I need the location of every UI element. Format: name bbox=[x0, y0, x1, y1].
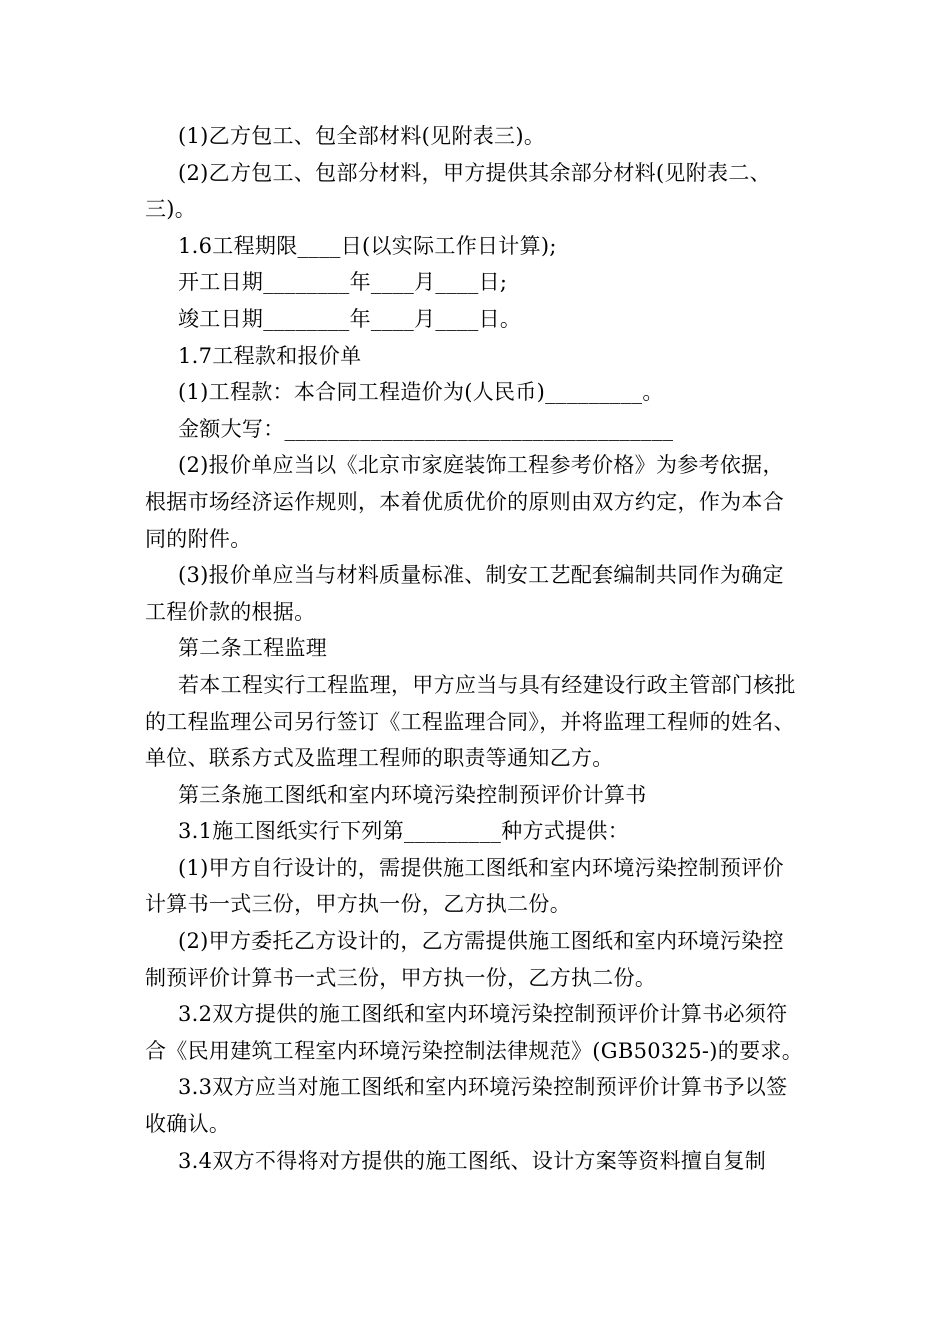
section-heading-payment-quotation: 1.7工程款和报价单 bbox=[178, 343, 362, 368]
paragraph-quotation-basis: (2)报价单应当以《北京市家庭装饰工程参考价格》为参考依据，根据市场经济运作规则，本着优质优价的原则由双方约定，作为本合同的附件。 bbox=[145, 453, 784, 551]
paragraph-drawings-signoff: 3.3双方应当对施工图纸和室内环境污染控制预评价计算书予以签收确认。 bbox=[145, 1075, 788, 1137]
paragraph-drawings-self-design: (1)甲方自行设计的，需提供施工图纸和室内环境污染控制预评价计算书一式三份，甲方执一份，乙方执二份。 bbox=[145, 855, 784, 917]
paragraph-drawings-method: 3.1施工图纸实行下列第_________种方式提供： bbox=[178, 819, 629, 844]
article-heading-supervision: 第二条工程监理 bbox=[178, 636, 328, 661]
paragraph-material-option-1: (1)乙方包工、包全部材料(见附表三)。 bbox=[178, 124, 546, 148]
paragraph-supervision-contract: 若本工程实行工程监理，甲方应当与具有经建设行政主管部门核批的工程监理公司另行签订《工程监理合同》，并将监理工程师的姓名、单位、联系方式及监理工程师的职责等通知乙方。 bbox=[145, 672, 796, 771]
document-body bbox=[145, 118, 805, 1179]
paragraph-quotation-standards: (3)报价单应当与材料质量标准、制安工艺配套编制共同作为确定工程价款的根据。 bbox=[145, 563, 784, 624]
paragraph-material-option-2: (2)乙方包工、包部分材料，甲方提供其余部分材料(见附表二、三)。 bbox=[145, 160, 771, 222]
paragraph-start-date: 开工日期________年____月____日; bbox=[178, 270, 508, 295]
paragraph-drawings-commissioned: (2)甲方委托乙方设计的，乙方需提供施工图纸和室内环境污染控制预评价计算书一式三份，甲方执一份，乙方执二份。 bbox=[145, 929, 784, 990]
paragraph-amount-in-words: 金额大写：____________________________________ bbox=[178, 416, 674, 441]
paragraph-drawings-compliance: 3.2双方提供的施工图纸和室内环境污染控制预评价计算书必须符合《民用建筑工程室内环境污染控制法律规范》(GB50325-)的要求。 bbox=[145, 1002, 803, 1063]
paragraph-drawings-copying: 3.4双方不得将对方提供的施工图纸、设计方案等资料擅自复制 bbox=[178, 1148, 767, 1173]
paragraph-project-duration: 1.6工程期限____日(以实际工作日计算); bbox=[178, 233, 557, 258]
paragraph-completion-date: 竣工日期________年____月____日。 bbox=[178, 306, 522, 331]
paragraph-contract-price: (1)工程款：本合同工程造价为(人民币)_________。 bbox=[178, 380, 664, 405]
article-heading-drawings: 第三条施工图纸和室内环境污染控制预评价计算书 bbox=[178, 782, 647, 807]
